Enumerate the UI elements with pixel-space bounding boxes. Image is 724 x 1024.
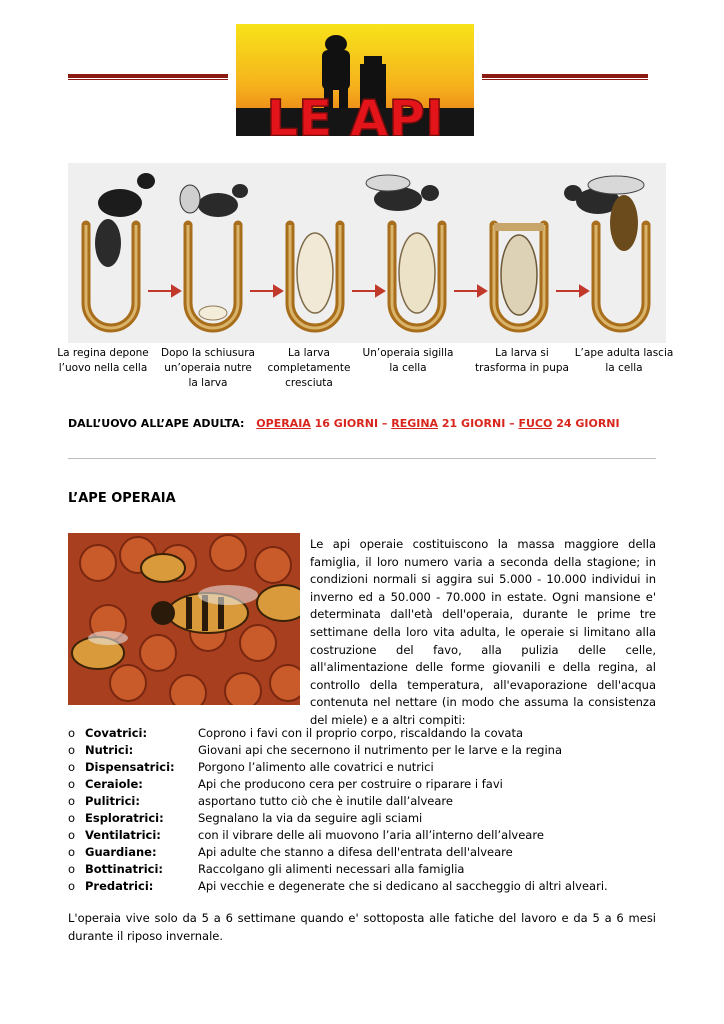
- role-name: Pulitrici:: [85, 794, 140, 808]
- role-name: Predatrici:: [85, 879, 154, 893]
- header-rule-right: [482, 74, 648, 78]
- role-name: Guardiane:: [85, 845, 157, 859]
- bullet: o: [68, 828, 76, 842]
- summary-fuco: FUCO: [518, 417, 553, 430]
- bullet: o: [68, 794, 76, 808]
- cell-cap: [494, 223, 544, 231]
- role-description: Porgono l’alimento alle covatrici e nutrici: [198, 760, 434, 774]
- bullet: o: [68, 743, 76, 757]
- header-rule-left: [68, 74, 228, 78]
- lifecycle-caption: La larva completamente cresciuta: [267, 347, 351, 389]
- lifecycle-cells-graphic: [68, 163, 666, 343]
- bullet: o: [68, 879, 76, 893]
- role-description: Api adulte che stanno a difesa dell'entrata dell'alveare: [198, 845, 513, 859]
- section-title: L’APE OPERAIA: [68, 491, 176, 506]
- bullet: o: [68, 726, 76, 740]
- summary-separator: –: [509, 417, 515, 430]
- bullet: o: [68, 760, 76, 774]
- summary-regina: REGINA: [391, 417, 439, 430]
- role-description: Giovani api che secernono il nutrimento per le larve e la regina: [198, 743, 562, 757]
- role-name: Dispensatrici:: [85, 760, 175, 774]
- bullet: o: [68, 845, 76, 859]
- role-description: Api vecchie e degenerate che si dedicano al saccheggio di altri alveari.: [198, 879, 608, 893]
- summary-fuco-days: 24 GIORNI: [556, 417, 620, 430]
- intro-paragraph: Le api operaie costituiscono la massa maggiore della famiglia, il loro numero varia a seconda della stagione; in condizioni normali si aggira sui 5.000 - 10.000 individui in inverno ed a 50.000 - 70.000 in estate. Ogni mansione e' determinata dall'età dell'operaia, durante le prime tre settimane della loro vita adulta, le operaie si limitano alla costruzione del favo, alla pulizia delle celle, all'alimentazione delle forme giovanili e della regina, al controllo della temperatura, all'evaporazione dell'acqua contenuta nel nettare (in modo che assuma la consistenza del miele) e a altri compiti:: [310, 537, 656, 727]
- role-description: Api che producono cera per costruire o riparare i favi: [198, 777, 503, 791]
- role-name: Ventilatrici:: [85, 828, 161, 842]
- lifecycle-illustration: [68, 163, 666, 343]
- pupa: [501, 235, 537, 315]
- summary-separator: –: [381, 417, 388, 430]
- lifecycle-caption: La regina depone l’uovo nella cella: [57, 347, 149, 374]
- worker-bees-photo: [68, 533, 300, 705]
- closing-paragraph: L'operaia vive solo da 5 a 6 settimane quando e' sottoposta alle fatiche del lavoro e da 5 a 6 mesi durante il riposo invernale.: [68, 911, 656, 943]
- summary-operaia: OPERAIA: [256, 417, 311, 430]
- young-larva: [199, 306, 227, 320]
- lifecycle-caption: L’ape adulta lascia la cella: [574, 347, 674, 374]
- summary-regina-days: 21 GIORNI: [441, 417, 506, 430]
- divider: [68, 458, 656, 459]
- role-name: Bottinatrici:: [85, 862, 164, 876]
- role-description: asportano tutto ciò che è inutile dall’alveare: [198, 794, 453, 808]
- title-banner: [236, 24, 474, 136]
- worker-bees-graphic: [68, 533, 300, 705]
- summary-operaia-days: 16 GIORNI: [314, 417, 379, 430]
- role-description: Raccolgano gli alimenti necessari alla famiglia: [198, 862, 465, 876]
- banner-graphic: [236, 24, 474, 136]
- role-name: Ceraiole:: [85, 777, 143, 791]
- page-title: LE API: [266, 89, 444, 136]
- role-name: Covatrici:: [85, 726, 148, 740]
- lifecycle-caption: Dopo la schiusura un’operaia nutre la larva: [161, 347, 255, 389]
- role-description: con il vibrare delle ali muovono l’aria all’interno dell’alveare: [198, 828, 544, 842]
- grown-larva: [297, 233, 333, 313]
- bullet: o: [68, 811, 76, 825]
- role-name: Esploratrici:: [85, 811, 164, 825]
- summary-label: DALL’UOVO ALL’APE ADULTA:: [68, 417, 245, 430]
- development-summary: [68, 417, 668, 430]
- sealed-larva: [399, 233, 435, 313]
- role-description: Coprono i favi con il proprio corpo, riscaldando la covata: [198, 726, 524, 740]
- role-description: Segnalano la via da seguire agli sciami: [198, 811, 423, 825]
- bullet: o: [68, 777, 76, 791]
- bullet: o: [68, 862, 76, 876]
- lifecycle-caption: Un’operaia sigilla la cella: [362, 347, 454, 374]
- lifecycle-caption: La larva si trasforma in pupa: [475, 347, 569, 374]
- role-name: Nutrici:: [85, 743, 134, 757]
